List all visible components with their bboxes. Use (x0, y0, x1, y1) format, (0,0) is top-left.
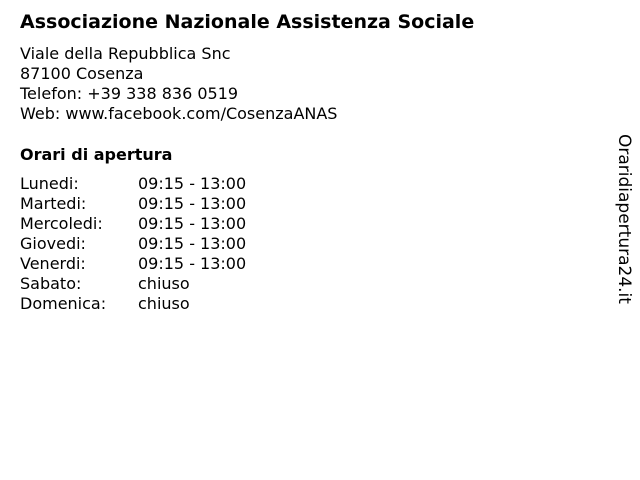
hours-time: chiuso (138, 274, 190, 293)
hours-day: Sabato: (20, 274, 82, 293)
business-name: Associazione Nazionale Assistenza Sociale (20, 11, 475, 33)
address-city: 87100 Cosenza (20, 64, 144, 83)
hours-day: Lunedi: (20, 174, 79, 193)
hours-time: 09:15 - 13:00 (138, 234, 247, 253)
opening-hours-table (20, 174, 246, 314)
hours-time: 09:15 - 13:00 (138, 174, 247, 193)
hours-heading: Orari di apertura (20, 145, 173, 164)
hours-time: chiuso (138, 294, 190, 313)
phone-number: Telefon: +39 338 836 0519 (20, 84, 239, 103)
hours-day: Mercoledi: (20, 214, 103, 233)
hours-day: Giovedi: (20, 234, 86, 253)
hours-row-wednesday (20, 214, 246, 234)
hours-time: 09:15 - 13:00 (138, 214, 247, 233)
address-street: Viale della Repubblica Snc (20, 44, 231, 63)
hours-row-monday (20, 174, 246, 194)
business-address (20, 44, 337, 124)
website: Web: www.facebook.com/CosenzaANAS (20, 104, 338, 123)
hours-row-friday (20, 254, 246, 274)
hours-row-sunday (20, 294, 246, 314)
site-brand-watermark: Oraridiapertura24.it (614, 134, 634, 304)
hours-row-thursday (20, 234, 246, 254)
hours-row-saturday (20, 274, 246, 294)
hours-time: 09:15 - 13:00 (138, 254, 247, 273)
hours-day: Martedi: (20, 194, 87, 213)
hours-day: Domenica: (20, 294, 107, 313)
hours-time: 09:15 - 13:00 (138, 194, 247, 213)
hours-row-tuesday (20, 194, 246, 214)
hours-day: Venerdi: (20, 254, 86, 273)
